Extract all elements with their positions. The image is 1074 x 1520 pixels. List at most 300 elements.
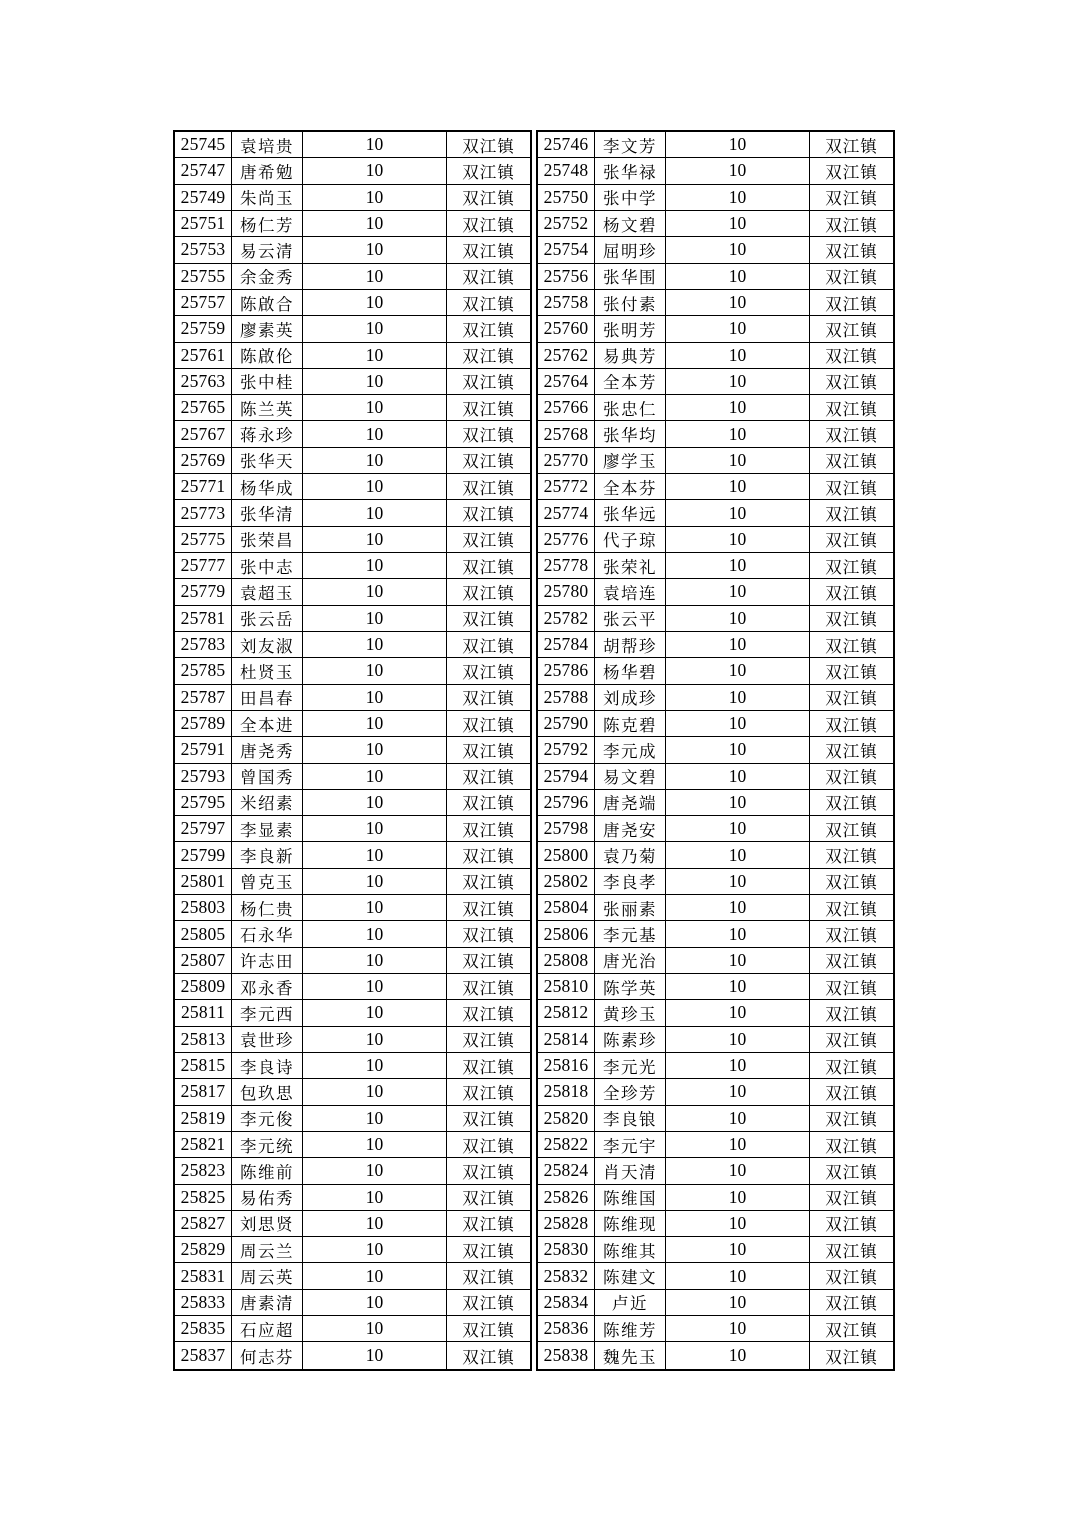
person-name: 杨仁芳	[232, 211, 303, 237]
person-name: 杨华成	[232, 474, 303, 500]
town-name: 双江镇	[810, 790, 893, 816]
town-name: 双江镇	[447, 1211, 530, 1237]
person-name: 唐尧端	[595, 790, 666, 816]
town-name: 双江镇	[447, 948, 530, 974]
record-id: 25749	[175, 185, 232, 211]
person-name: 袁培贵	[232, 132, 303, 158]
record-id: 25790	[538, 711, 595, 737]
person-name: 张云平	[595, 606, 666, 632]
score-value: 10	[666, 711, 810, 737]
record-id: 25764	[538, 369, 595, 395]
score-value: 10	[666, 632, 810, 658]
person-name: 李良诗	[232, 1053, 303, 1079]
person-name: 张华清	[232, 500, 303, 526]
record-id: 25804	[538, 895, 595, 921]
person-name: 周云英	[232, 1263, 303, 1289]
score-value: 10	[666, 1316, 810, 1342]
person-name: 张付素	[595, 290, 666, 316]
score-value: 10	[303, 1053, 447, 1079]
town-name: 双江镇	[447, 632, 530, 658]
score-value: 10	[303, 1290, 447, 1316]
person-name: 许志田	[232, 948, 303, 974]
town-name: 双江镇	[810, 1027, 893, 1053]
score-value: 10	[666, 895, 810, 921]
record-id: 25754	[538, 237, 595, 263]
record-id: 25779	[175, 579, 232, 605]
record-id: 25770	[538, 448, 595, 474]
town-name: 双江镇	[447, 527, 530, 553]
town-name: 双江镇	[810, 1158, 893, 1184]
person-name: 陈建文	[595, 1263, 666, 1289]
score-value: 10	[666, 316, 810, 342]
town-name: 双江镇	[447, 421, 530, 447]
person-name: 全珍芳	[595, 1079, 666, 1105]
person-name: 袁乃菊	[595, 842, 666, 868]
person-name: 李元俊	[232, 1106, 303, 1132]
town-name: 双江镇	[810, 1263, 893, 1289]
record-id: 25766	[538, 395, 595, 421]
record-id: 25810	[538, 974, 595, 1000]
person-name: 张明芳	[595, 316, 666, 342]
record-id: 25807	[175, 948, 232, 974]
record-id: 25819	[175, 1106, 232, 1132]
record-id: 25806	[538, 921, 595, 947]
record-id: 25784	[538, 632, 595, 658]
person-name: 袁培连	[595, 579, 666, 605]
score-value: 10	[303, 264, 447, 290]
score-value: 10	[666, 395, 810, 421]
score-value: 10	[303, 132, 447, 158]
town-name: 双江镇	[810, 500, 893, 526]
person-name: 张忠仁	[595, 395, 666, 421]
town-name: 双江镇	[447, 185, 530, 211]
town-name: 双江镇	[447, 685, 530, 711]
record-id: 25787	[175, 685, 232, 711]
score-value: 10	[666, 1290, 810, 1316]
person-name: 陈维现	[595, 1211, 666, 1237]
record-id: 25829	[175, 1237, 232, 1263]
town-name: 双江镇	[810, 553, 893, 579]
record-id: 25752	[538, 211, 595, 237]
record-id: 25828	[538, 1211, 595, 1237]
score-value: 10	[303, 553, 447, 579]
person-name: 李良孝	[595, 869, 666, 895]
record-id: 25837	[175, 1342, 232, 1368]
record-id: 25753	[175, 237, 232, 263]
town-name: 双江镇	[810, 211, 893, 237]
score-value: 10	[303, 711, 447, 737]
record-id: 25792	[538, 737, 595, 763]
score-value: 10	[666, 1342, 810, 1368]
score-value: 10	[666, 527, 810, 553]
score-value: 10	[666, 264, 810, 290]
score-value: 10	[303, 737, 447, 763]
town-name: 双江镇	[810, 185, 893, 211]
score-value: 10	[666, 658, 810, 684]
town-name: 双江镇	[447, 1237, 530, 1263]
record-id: 25756	[538, 264, 595, 290]
person-name: 陈学英	[595, 974, 666, 1000]
person-name: 陈维前	[232, 1158, 303, 1184]
score-value: 10	[666, 764, 810, 790]
town-name: 双江镇	[810, 658, 893, 684]
person-name: 唐尧秀	[232, 737, 303, 763]
town-name: 双江镇	[447, 1263, 530, 1289]
record-id: 25821	[175, 1132, 232, 1158]
town-name: 双江镇	[447, 869, 530, 895]
record-id: 25746	[538, 132, 595, 158]
person-name: 张荣礼	[595, 553, 666, 579]
person-name: 易典芳	[595, 343, 666, 369]
town-name: 双江镇	[810, 158, 893, 184]
town-name: 双江镇	[447, 764, 530, 790]
town-name: 双江镇	[447, 1106, 530, 1132]
person-name: 张中志	[232, 553, 303, 579]
town-name: 双江镇	[447, 816, 530, 842]
record-id: 25820	[538, 1106, 595, 1132]
record-id: 25759	[175, 316, 232, 342]
town-name: 双江镇	[810, 1211, 893, 1237]
record-id: 25793	[175, 764, 232, 790]
person-name: 杨仁贵	[232, 895, 303, 921]
town-name: 双江镇	[447, 369, 530, 395]
person-name: 石应超	[232, 1316, 303, 1342]
town-name: 双江镇	[810, 1132, 893, 1158]
score-value: 10	[666, 1079, 810, 1105]
town-name: 双江镇	[810, 606, 893, 632]
score-value: 10	[303, 1342, 447, 1368]
score-value: 10	[303, 1211, 447, 1237]
person-name: 易云清	[232, 237, 303, 263]
town-name: 双江镇	[447, 1316, 530, 1342]
record-id: 25773	[175, 500, 232, 526]
score-value: 10	[666, 579, 810, 605]
score-value: 10	[666, 474, 810, 500]
town-name: 双江镇	[447, 132, 530, 158]
town-name: 双江镇	[447, 553, 530, 579]
town-name: 双江镇	[810, 579, 893, 605]
score-value: 10	[303, 1263, 447, 1289]
record-id: 25836	[538, 1316, 595, 1342]
score-value: 10	[666, 421, 810, 447]
person-name: 张华远	[595, 500, 666, 526]
record-id: 25788	[538, 685, 595, 711]
score-value: 10	[666, 448, 810, 474]
score-value: 10	[666, 1027, 810, 1053]
person-name: 唐希勉	[232, 158, 303, 184]
score-value: 10	[666, 500, 810, 526]
town-name: 双江镇	[447, 606, 530, 632]
score-value: 10	[303, 185, 447, 211]
score-value: 10	[303, 1000, 447, 1026]
town-name: 双江镇	[447, 158, 530, 184]
town-name: 双江镇	[447, 895, 530, 921]
score-value: 10	[303, 816, 447, 842]
person-name: 易佑秀	[232, 1185, 303, 1211]
record-id: 25758	[538, 290, 595, 316]
score-value: 10	[666, 606, 810, 632]
town-name: 双江镇	[447, 264, 530, 290]
person-name: 全本芬	[595, 474, 666, 500]
town-name: 双江镇	[447, 1185, 530, 1211]
person-name: 廖学玉	[595, 448, 666, 474]
score-value: 10	[666, 816, 810, 842]
record-id: 25831	[175, 1263, 232, 1289]
score-value: 10	[303, 685, 447, 711]
record-id: 25825	[175, 1185, 232, 1211]
score-value: 10	[303, 1316, 447, 1342]
town-name: 双江镇	[810, 895, 893, 921]
person-name: 唐尧安	[595, 816, 666, 842]
score-value: 10	[303, 579, 447, 605]
record-id: 25827	[175, 1211, 232, 1237]
person-name: 张华均	[595, 421, 666, 447]
person-name: 李元统	[232, 1132, 303, 1158]
person-name: 曾国秀	[232, 764, 303, 790]
town-name: 双江镇	[447, 395, 530, 421]
town-name: 双江镇	[447, 448, 530, 474]
person-name: 袁超玉	[232, 579, 303, 605]
record-id: 25798	[538, 816, 595, 842]
score-value: 10	[303, 1027, 447, 1053]
person-name: 肖天清	[595, 1158, 666, 1184]
person-name: 屈明珍	[595, 237, 666, 263]
score-value: 10	[303, 895, 447, 921]
score-value: 10	[303, 316, 447, 342]
town-name: 双江镇	[447, 1342, 530, 1368]
score-value: 10	[666, 1132, 810, 1158]
record-id: 25833	[175, 1290, 232, 1316]
person-name: 唐光治	[595, 948, 666, 974]
town-name: 双江镇	[810, 343, 893, 369]
records-table	[173, 130, 895, 1371]
person-name: 张华围	[595, 264, 666, 290]
person-name: 李元宇	[595, 1132, 666, 1158]
score-value: 10	[303, 211, 447, 237]
person-name: 邓永香	[232, 974, 303, 1000]
score-value: 10	[303, 606, 447, 632]
town-name: 双江镇	[447, 579, 530, 605]
score-value: 10	[303, 237, 447, 263]
town-name: 双江镇	[447, 842, 530, 868]
score-value: 10	[303, 1185, 447, 1211]
person-name: 包玖思	[232, 1079, 303, 1105]
record-id: 25802	[538, 869, 595, 895]
score-value: 10	[303, 658, 447, 684]
person-name: 张丽素	[595, 895, 666, 921]
score-value: 10	[303, 158, 447, 184]
person-name: 李良锒	[595, 1106, 666, 1132]
person-name: 张荣昌	[232, 527, 303, 553]
town-name: 双江镇	[810, 290, 893, 316]
person-name: 陈素珍	[595, 1027, 666, 1053]
town-name: 双江镇	[447, 290, 530, 316]
record-id: 25800	[538, 842, 595, 868]
record-id: 25757	[175, 290, 232, 316]
person-name: 张云岳	[232, 606, 303, 632]
score-value: 10	[303, 869, 447, 895]
score-value: 10	[666, 211, 810, 237]
score-value: 10	[303, 421, 447, 447]
town-name: 双江镇	[810, 395, 893, 421]
record-id: 25783	[175, 632, 232, 658]
person-name: 全本芳	[595, 369, 666, 395]
record-id: 25751	[175, 211, 232, 237]
person-name: 余金秀	[232, 264, 303, 290]
town-name: 双江镇	[447, 343, 530, 369]
record-id: 25832	[538, 1263, 595, 1289]
town-name: 双江镇	[447, 711, 530, 737]
record-id: 25791	[175, 737, 232, 763]
town-name: 双江镇	[810, 869, 893, 895]
score-value: 10	[303, 369, 447, 395]
score-value: 10	[666, 237, 810, 263]
town-name: 双江镇	[447, 1158, 530, 1184]
town-name: 双江镇	[810, 1316, 893, 1342]
record-id: 25748	[538, 158, 595, 184]
record-id: 25814	[538, 1027, 595, 1053]
record-id: 25803	[175, 895, 232, 921]
town-name: 双江镇	[810, 1106, 893, 1132]
person-name: 廖素英	[232, 316, 303, 342]
score-value: 10	[666, 1053, 810, 1079]
score-value: 10	[666, 343, 810, 369]
person-name: 李文芳	[595, 132, 666, 158]
record-id: 25763	[175, 369, 232, 395]
town-name: 双江镇	[447, 921, 530, 947]
person-name: 李元西	[232, 1000, 303, 1026]
record-id: 25818	[538, 1079, 595, 1105]
score-value: 10	[666, 921, 810, 947]
town-name: 双江镇	[447, 974, 530, 1000]
record-id: 25812	[538, 1000, 595, 1026]
town-name: 双江镇	[810, 1000, 893, 1026]
town-name: 双江镇	[810, 264, 893, 290]
record-id: 25816	[538, 1053, 595, 1079]
score-value: 10	[303, 1132, 447, 1158]
town-name: 双江镇	[810, 237, 893, 263]
person-name: 张中学	[595, 185, 666, 211]
person-name: 陈维其	[595, 1237, 666, 1263]
record-id: 25771	[175, 474, 232, 500]
person-name: 代子琼	[595, 527, 666, 553]
person-name: 杨华碧	[595, 658, 666, 684]
record-id: 25835	[175, 1316, 232, 1342]
record-id: 25796	[538, 790, 595, 816]
town-name: 双江镇	[810, 474, 893, 500]
record-id: 25824	[538, 1158, 595, 1184]
town-name: 双江镇	[810, 764, 893, 790]
town-name: 双江镇	[447, 211, 530, 237]
record-id: 25789	[175, 711, 232, 737]
person-name: 刘成珍	[595, 685, 666, 711]
record-id: 25834	[538, 1290, 595, 1316]
record-id: 25750	[538, 185, 595, 211]
score-value: 10	[666, 685, 810, 711]
record-id: 25778	[538, 553, 595, 579]
record-id: 25809	[175, 974, 232, 1000]
score-value: 10	[666, 185, 810, 211]
score-value: 10	[666, 369, 810, 395]
town-name: 双江镇	[810, 974, 893, 1000]
town-name: 双江镇	[447, 658, 530, 684]
person-name: 全本进	[232, 711, 303, 737]
record-id: 25765	[175, 395, 232, 421]
person-name: 袁世珍	[232, 1027, 303, 1053]
score-value: 10	[303, 527, 447, 553]
person-name: 张华天	[232, 448, 303, 474]
record-id: 25817	[175, 1079, 232, 1105]
record-id: 25781	[175, 606, 232, 632]
person-name: 魏先玉	[595, 1342, 666, 1368]
record-id: 25745	[175, 132, 232, 158]
person-name: 唐素清	[232, 1290, 303, 1316]
town-name: 双江镇	[810, 316, 893, 342]
score-value: 10	[303, 1237, 447, 1263]
score-value: 10	[303, 1079, 447, 1105]
record-id: 25747	[175, 158, 232, 184]
record-id: 25774	[538, 500, 595, 526]
person-name: 卢近	[595, 1290, 666, 1316]
record-id: 25786	[538, 658, 595, 684]
score-value: 10	[303, 632, 447, 658]
town-name: 双江镇	[810, 632, 893, 658]
town-name: 双江镇	[810, 921, 893, 947]
person-name: 何志芬	[232, 1342, 303, 1368]
person-name: 刘友淑	[232, 632, 303, 658]
score-value: 10	[666, 842, 810, 868]
score-value: 10	[666, 158, 810, 184]
score-value: 10	[666, 132, 810, 158]
town-name: 双江镇	[447, 1079, 530, 1105]
score-value: 10	[303, 842, 447, 868]
record-id: 25767	[175, 421, 232, 447]
person-name: 刘思贤	[232, 1211, 303, 1237]
score-value: 10	[303, 474, 447, 500]
town-name: 双江镇	[810, 421, 893, 447]
score-value: 10	[666, 1106, 810, 1132]
score-value: 10	[666, 869, 810, 895]
person-name: 陈兰英	[232, 395, 303, 421]
person-name: 李良新	[232, 842, 303, 868]
score-value: 10	[666, 790, 810, 816]
person-name: 胡帮珍	[595, 632, 666, 658]
record-id: 25805	[175, 921, 232, 947]
record-id: 25762	[538, 343, 595, 369]
record-id: 25755	[175, 264, 232, 290]
record-id: 25815	[175, 1053, 232, 1079]
town-name: 双江镇	[810, 1053, 893, 1079]
score-value: 10	[303, 921, 447, 947]
town-name: 双江镇	[447, 1290, 530, 1316]
score-value: 10	[303, 1158, 447, 1184]
town-name: 双江镇	[447, 1027, 530, 1053]
record-id: 25761	[175, 343, 232, 369]
record-id: 25780	[538, 579, 595, 605]
record-id: 25768	[538, 421, 595, 447]
town-name: 双江镇	[810, 842, 893, 868]
record-id: 25775	[175, 527, 232, 553]
town-name: 双江镇	[447, 237, 530, 263]
score-value: 10	[303, 974, 447, 1000]
score-value: 10	[303, 1106, 447, 1132]
record-id: 25823	[175, 1158, 232, 1184]
person-name: 张中桂	[232, 369, 303, 395]
score-value: 10	[303, 764, 447, 790]
person-name: 陈维芳	[595, 1316, 666, 1342]
person-name: 黄珍玉	[595, 1000, 666, 1026]
person-name: 陈克碧	[595, 711, 666, 737]
